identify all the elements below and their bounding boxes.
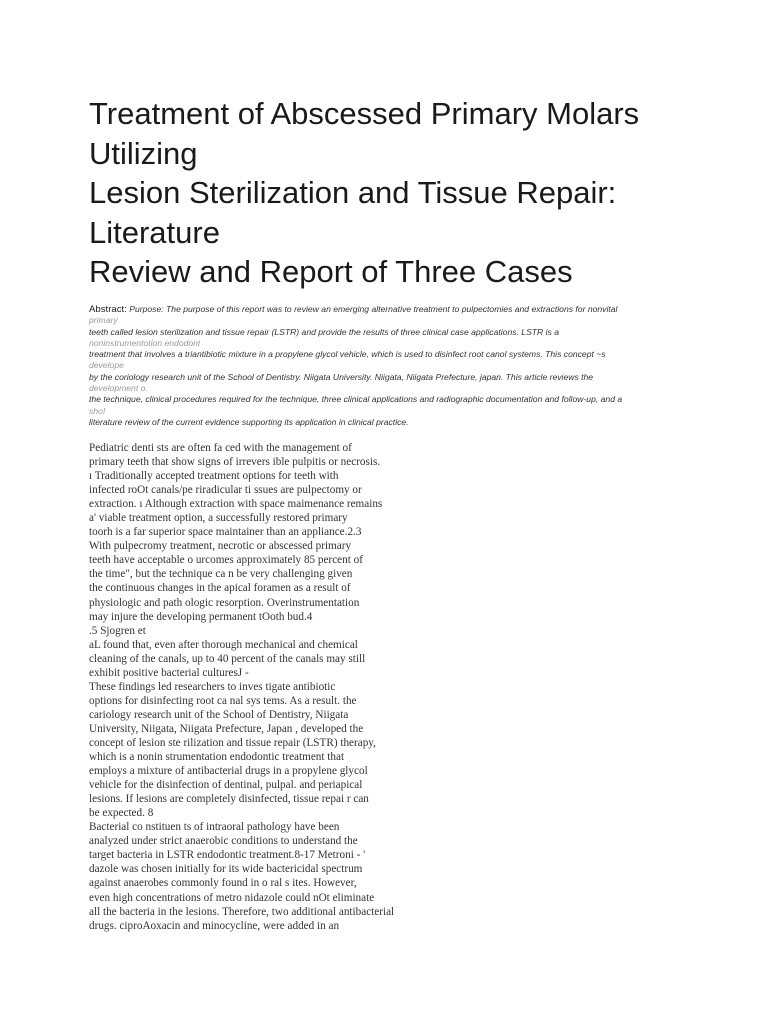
body-line: physiologic and path ologic resorption. Overinstrumentation <box>89 596 360 609</box>
body-line: the time", but the technique ca n be very challenging given <box>89 568 353 581</box>
body-text <box>89 441 394 933</box>
abstract-label: Abstract: <box>89 304 127 315</box>
abstract-line: develope <box>89 360 124 371</box>
body-line: target bacteria in LSTR endodontic treatment.8-17 Metroni - ' <box>89 849 366 862</box>
body-line: primary teeth that show signs of irrevers ible pulpitis or necrosis. <box>89 456 381 469</box>
abstract-line: noninstrumentotion endodont <box>89 337 201 348</box>
body-line: employs a mixture of antibacterial drugs in a propylene glycol <box>89 765 368 778</box>
body-line: cleaning of the canals, up to 40 percent of the canals may still <box>89 652 366 665</box>
body-line: drugs. ciproAoxacin and minocycline, were added in an <box>89 919 340 932</box>
title-line: Literature <box>89 214 220 250</box>
body-line: With pulpecromy treatment, necrotic or abscessed primary <box>89 540 352 553</box>
abstract-line: teeth called lesion sterilization and tissue repair (LSTR) and provide the results of three clinical case applications. LSTR is a <box>89 326 560 337</box>
body-line: options for disinfecting root ca nal sys tems. As a result. the <box>89 694 357 707</box>
body-line: lesions. If lesions are completely disinfected, tissue repai r can <box>89 793 369 806</box>
body-line: dazole was chosen initially for its wide bactericidal spectrum <box>89 863 363 876</box>
body-line: Pediatric denti sts are often fa ced with the management of <box>89 442 352 454</box>
title-line: Treatment of Abscessed Primary Molars <box>89 96 640 131</box>
body-line: which is a nonin strumentation endodontic treatment that <box>89 751 345 764</box>
body-line: against anaerobes commonly found in o ral s ites. However, <box>89 877 357 890</box>
body-line: even high concentrations of metro nidazole could nOt eliminate <box>89 891 375 904</box>
abstract-line: literature review of the current evidence supporting its application in clinical practice. <box>89 416 409 427</box>
body-line: toorh is a far superior space maintainer than an appliance.2.3 <box>89 526 362 539</box>
body-line: be expected. 8 <box>89 807 154 820</box>
purpose-label: Purpose: <box>129 304 164 314</box>
body-line: These findings led researchers to inves tigate antibiotic <box>89 680 336 693</box>
body-line: vehicle for the disinfection of dentinal, pulpal. and periapical <box>89 779 363 792</box>
abstract <box>89 304 689 428</box>
body-line: .5 Sjogren et <box>89 624 146 637</box>
abstract-line: primary <box>89 315 118 326</box>
body-line: concept of lesion ste rilization and tissue repair (LSTR) therapy, <box>89 736 376 749</box>
body-line: cariology research unit of the School of Dentistry, Niigata <box>89 708 349 721</box>
title-line: Review and Report of Three Cases <box>89 254 573 289</box>
document-title <box>89 94 639 292</box>
body-line: University, Niigata, Niigata Prefecture, Japan , developed the <box>89 722 364 735</box>
body-line: infected roOt canals/pe riradicular ti ssues are pulpectomy or <box>89 484 362 497</box>
body-line: aL found that, even after thorough mechanical and chemical <box>89 638 358 651</box>
abstract-line: by the coriology research unit of the School of Dentistry. Niigata University. Niigata, Niigata Prefecture, japan. This article reviews the <box>89 371 594 382</box>
abstract-first-line: The purpose of this report was to review an emerging alternative treatment to pulpectomies and extractions for nonvital <box>166 304 618 314</box>
body-line: analyzed under strict anaerobic conditions to understand the <box>89 835 358 848</box>
abstract-line: development o. <box>89 383 148 394</box>
body-line: teeth have acceptable o urcomes approximately 85 percent of <box>89 554 363 567</box>
title-line: Lesion Sterilization and Tissue Repair: <box>89 175 617 210</box>
body-line: extraction. ı Although extraction with space maimenance remains <box>89 498 383 511</box>
body-line: a' viable treatment option, a successfully restored primary <box>89 512 348 525</box>
body-line: ı Traditionally accepted treatment options for teeth with <box>89 470 339 483</box>
title-line: Utilizing <box>89 135 198 171</box>
body-line: the continuous changes in the apical foramen as a result of <box>89 582 351 595</box>
abstract-line: the technique, clinical procedures required for the technique, three clinical applications and radiographic documentation and follow-up, and a <box>89 394 623 405</box>
abstract-line: treatment that involves a triantibiotic mixture in a propylene glycol vehicle, which is used to disinfect root canol systems. This concept ~s <box>89 349 606 360</box>
body-line: all the bacteria in the lesions. Therefore, two additional antibacterial <box>89 905 395 918</box>
body-line: exhibit positive bacterial culturesJ - <box>89 666 249 679</box>
body-line: Bacterial co nstituen ts of intraoral pathology have been <box>89 821 340 834</box>
abstract-line: sho! <box>89 405 106 416</box>
body-line: may injure the developing permanent tOoth bud.4 <box>89 610 313 623</box>
